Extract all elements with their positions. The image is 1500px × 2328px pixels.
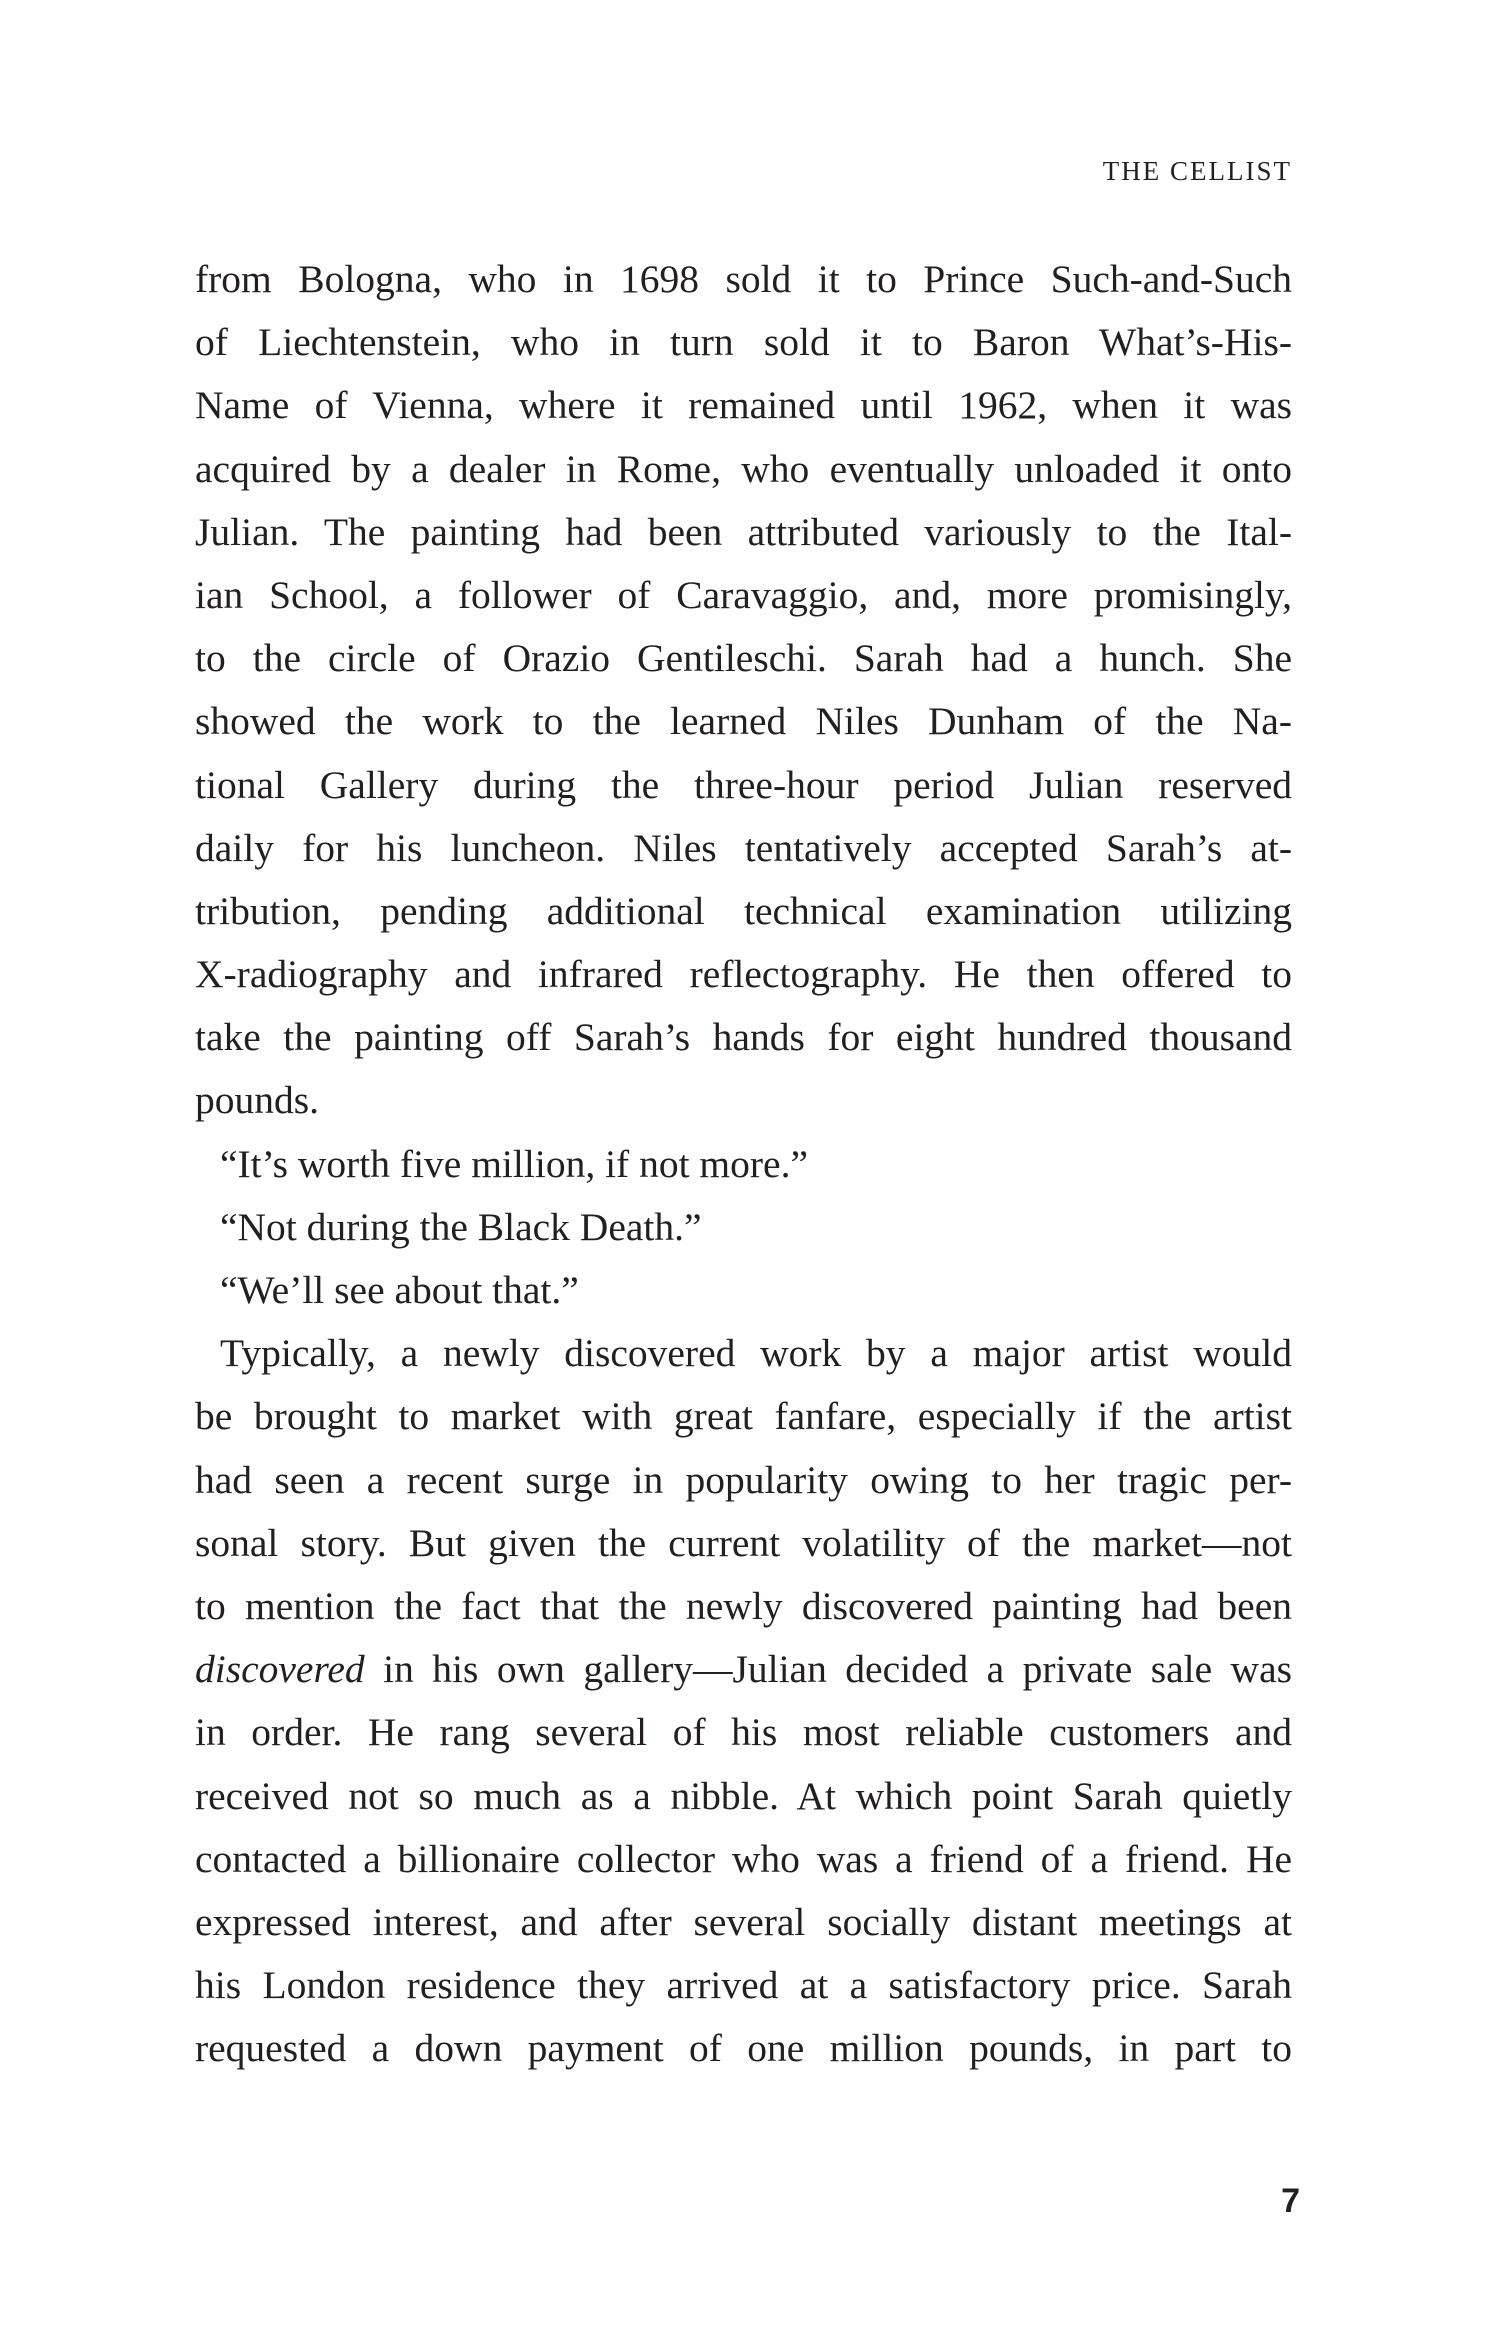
text-line: Name of Vienna, where it remained until 1962, when it was — [195, 383, 1292, 428]
text-line: daily for his luncheon. Niles tentatively accepted Sarah’s at- — [195, 825, 1292, 870]
running-header: THE CELLIST — [1102, 156, 1292, 186]
text-line: contacted a billionaire collector who was a friend of a friend. He — [195, 1836, 1292, 1881]
page-number: 7 — [1281, 2182, 1300, 2220]
text-line: acquired by a dealer in Rome, who eventually unloaded it onto — [195, 446, 1292, 491]
text-line: in order. He rang several of his most reliable customers and — [195, 1710, 1292, 1755]
text-line: to mention the fact that the newly discovered painting had been — [195, 1583, 1292, 1628]
text-line: X-radiography and infrared reflectography. He then offered to — [195, 952, 1292, 997]
text-line: “It’s worth five million, if not more.” — [220, 1141, 808, 1186]
text-line: pounds. — [195, 1078, 319, 1123]
body-text — [195, 248, 1292, 2080]
italic-word: discovered — [195, 1647, 365, 1692]
text-line: expressed interest, and after several socially distant meetings at — [195, 1899, 1292, 1944]
text-line: sonal story. But given the current volatility of the market—not — [195, 1520, 1292, 1565]
text-line: tribution, pending additional technical examination utilizing — [195, 888, 1292, 933]
text-line: showed the work to the learned Niles Dunham of the Na- — [195, 699, 1292, 744]
text-line: “Not during the Black Death.” — [220, 1204, 702, 1249]
text-line — [195, 1638, 1292, 1701]
text-line: from Bologna, who in 1698 sold it to Prince Such-and-Such — [195, 257, 1292, 301]
text-line: “We’ll see about that.” — [220, 1268, 579, 1312]
text-line: received not so much as a nibble. At which point Sarah quietly — [195, 1773, 1292, 1818]
text-line: requested a down payment of one million pounds, in part to — [195, 2026, 1292, 2071]
text-line: to the circle of Orazio Gentileschi. Sarah had a hunch. She — [195, 636, 1292, 681]
text-line: Typically, a newly discovered work by a major artist would — [220, 1331, 1292, 1376]
text-line: had seen a recent surge in popularity owing to her tragic per- — [195, 1457, 1292, 1502]
text-line: of Liechtenstein, who in turn sold it to Baron What’s-His- — [195, 320, 1292, 365]
text-line: Julian. The painting had been attributed variously to the Ital- — [195, 509, 1292, 554]
text-line: his London residence they arrived at a satisfactory price. Sarah — [195, 1963, 1292, 2008]
text-line: take the painting off Sarah’s hands for eight hundred thousand — [195, 1015, 1292, 1060]
text-line: tional Gallery during the three-hour period Julian reserved — [195, 762, 1292, 807]
text-line: ian School, a follower of Caravaggio, and, more promisingly, — [195, 572, 1292, 617]
line-text: in his own gallery—Julian decided a private sale was — [364, 1647, 1292, 1692]
text-line: be brought to market with great fanfare, especially if the artist — [195, 1394, 1292, 1439]
